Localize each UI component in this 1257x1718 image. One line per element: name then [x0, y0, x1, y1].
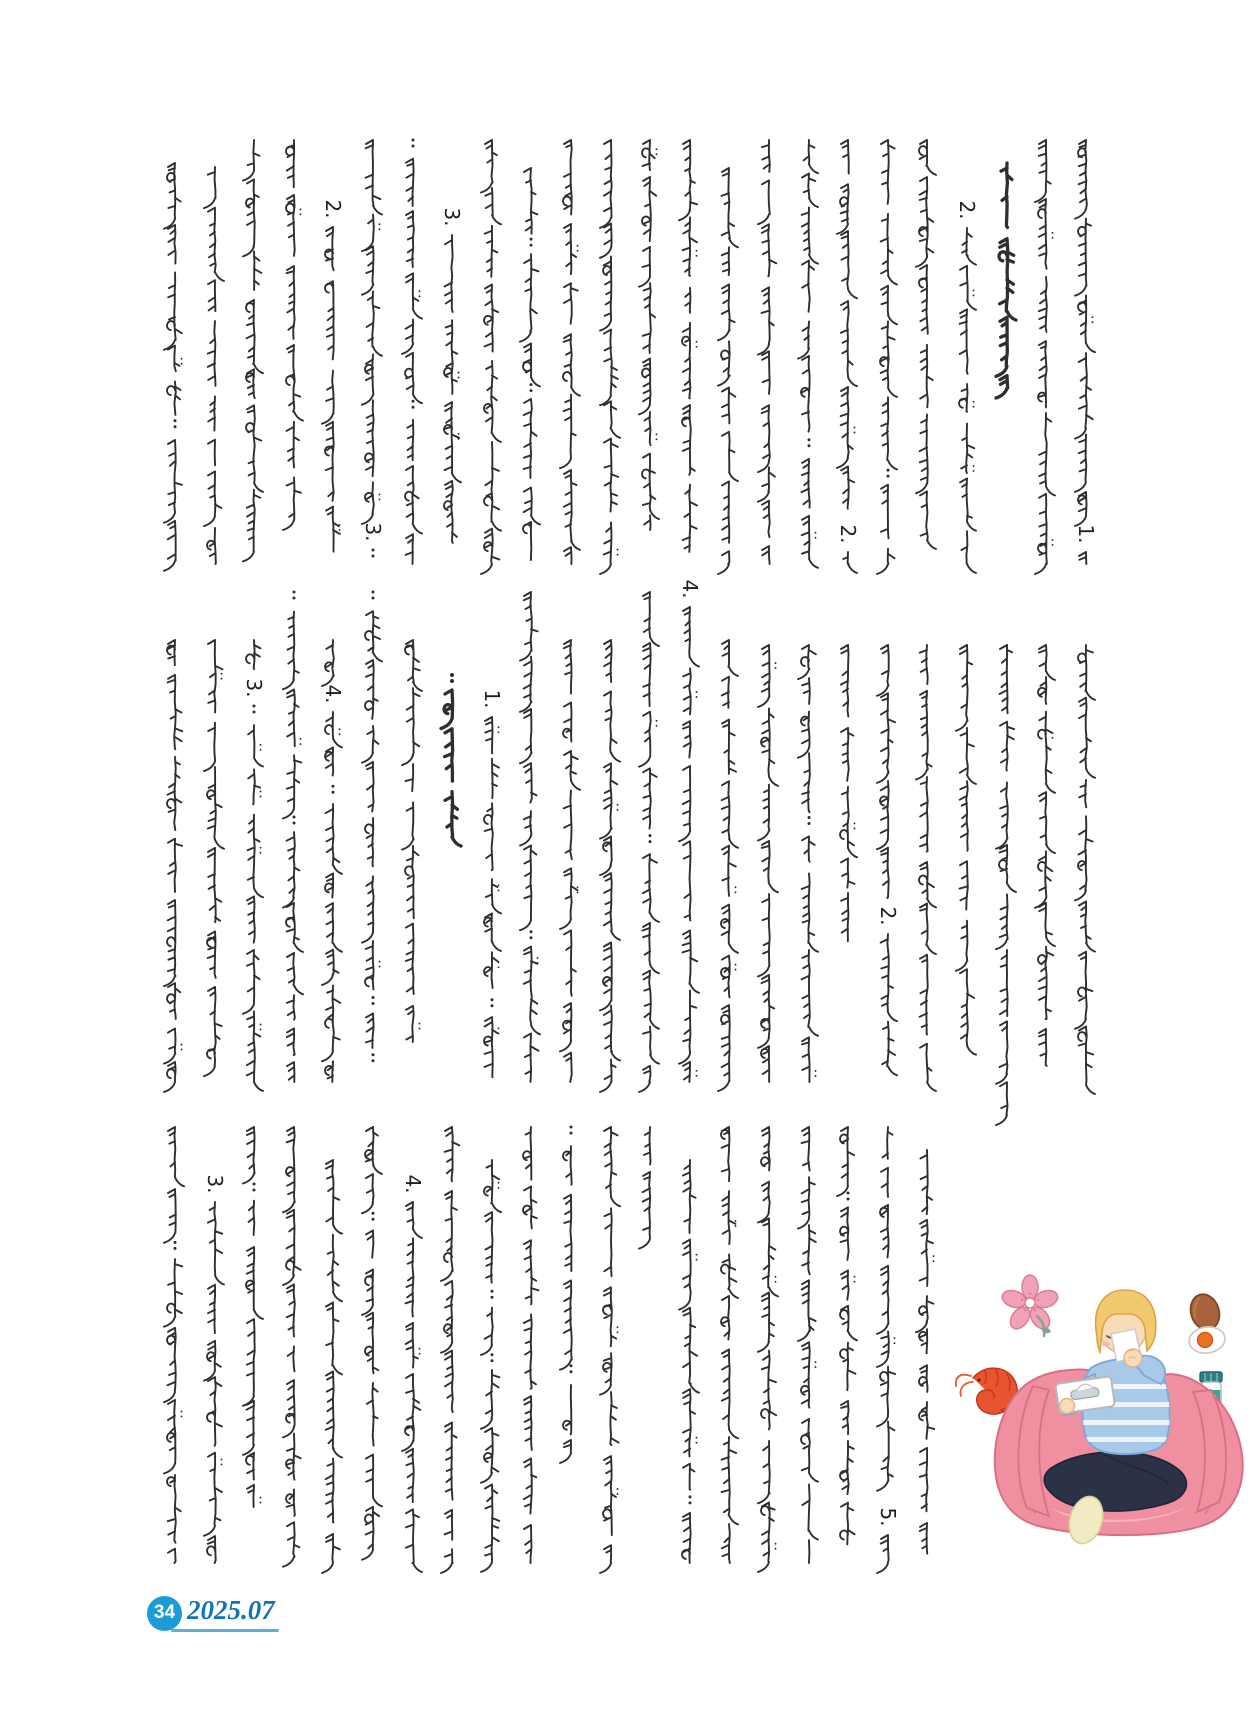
script-column	[877, 645, 897, 1075]
script-column	[758, 645, 778, 1082]
script-column	[164, 640, 182, 1092]
script-column	[639, 592, 659, 1092]
list-number-marker: 4.	[321, 684, 345, 704]
list-number-marker: 2.	[321, 199, 345, 219]
list-number-marker: 2.	[836, 524, 860, 544]
left-hand	[1060, 1399, 1075, 1414]
script-column	[322, 227, 340, 552]
script-column	[877, 140, 897, 574]
script-column	[679, 1160, 699, 1563]
script-column	[164, 1127, 184, 1563]
script-column	[916, 140, 936, 549]
script-column	[283, 592, 303, 1082]
right-hand	[1124, 1349, 1142, 1367]
list-number-marker: 3.	[242, 678, 266, 698]
issue-date-wrap	[185, 1595, 279, 1632]
script-column	[560, 140, 580, 564]
script-column	[362, 1127, 382, 1560]
list-number-marker: 1.	[480, 689, 504, 709]
script-column	[758, 140, 776, 564]
script-column	[956, 645, 976, 1055]
script-column	[441, 675, 461, 846]
script-column	[679, 140, 697, 552]
page-number: 34	[153, 1602, 176, 1623]
script-column	[520, 168, 540, 560]
script-column	[798, 645, 818, 1082]
script-column	[758, 1127, 778, 1572]
script-column	[718, 640, 738, 1091]
script-column	[600, 1127, 620, 1573]
script-column	[481, 1160, 501, 1572]
script-column	[639, 140, 659, 530]
script-column	[916, 645, 936, 1091]
script-column	[520, 592, 540, 1082]
list-number-marker: 1.	[1074, 524, 1098, 544]
script-column	[441, 1127, 459, 1573]
list-number-marker: 2.	[955, 200, 979, 220]
script-column	[996, 645, 1016, 1125]
script-column	[322, 1160, 342, 1573]
list-number-marker: 4.	[401, 1174, 425, 1194]
page-number-badge	[147, 1596, 182, 1631]
script-column	[959, 228, 976, 573]
blush	[1102, 1342, 1110, 1347]
script-column	[721, 1127, 738, 1563]
script-column	[484, 717, 501, 1077]
list-number-marker: 3.	[203, 1174, 227, 1194]
script-column	[444, 235, 461, 543]
script-column	[560, 1127, 572, 1463]
cherry-blossom-icon	[1000, 1275, 1060, 1336]
script-column	[840, 645, 857, 941]
egg-icon	[1186, 1291, 1227, 1356]
script-column	[600, 140, 620, 574]
script-column	[402, 640, 422, 1042]
script-column	[283, 1127, 301, 1567]
script-column	[243, 640, 263, 1091]
script-column	[164, 163, 182, 571]
script-column	[798, 1127, 818, 1563]
script-column	[1075, 140, 1095, 564]
script-column	[798, 140, 818, 568]
script-column	[1035, 645, 1055, 1066]
script-column	[481, 140, 501, 574]
script-column	[837, 1127, 857, 1544]
list-number-marker: 3.	[440, 207, 464, 227]
script-column	[283, 140, 303, 530]
script-column	[243, 140, 263, 561]
script-column	[718, 168, 738, 574]
list-number-marker: 2.	[876, 906, 900, 926]
list-number-marker: 4.	[678, 579, 702, 599]
script-column	[402, 1202, 422, 1572]
script-column	[204, 640, 224, 1076]
page-footer	[147, 1593, 279, 1633]
script-column	[639, 1127, 651, 1249]
script-column	[1075, 645, 1095, 1094]
issue-date: 2025.07	[187, 1594, 275, 1625]
list-number-marker: 5.	[876, 1507, 900, 1527]
script-column	[243, 1127, 263, 1507]
script-column	[996, 163, 1016, 398]
list-number-marker: 3.	[361, 522, 385, 542]
sick-person-illustration	[955, 1272, 1255, 1564]
script-column	[600, 640, 620, 1092]
script-column	[679, 607, 699, 1082]
issue-underline	[171, 1629, 279, 1632]
script-column	[1035, 140, 1055, 574]
script-column	[402, 140, 422, 564]
script-column	[837, 140, 857, 573]
script-column	[560, 640, 580, 1082]
script-column	[204, 167, 224, 564]
script-column	[362, 140, 382, 556]
script-column	[204, 1202, 224, 1563]
script-column	[916, 1150, 934, 1554]
script-column	[362, 592, 382, 1061]
script-column	[523, 1127, 538, 1563]
